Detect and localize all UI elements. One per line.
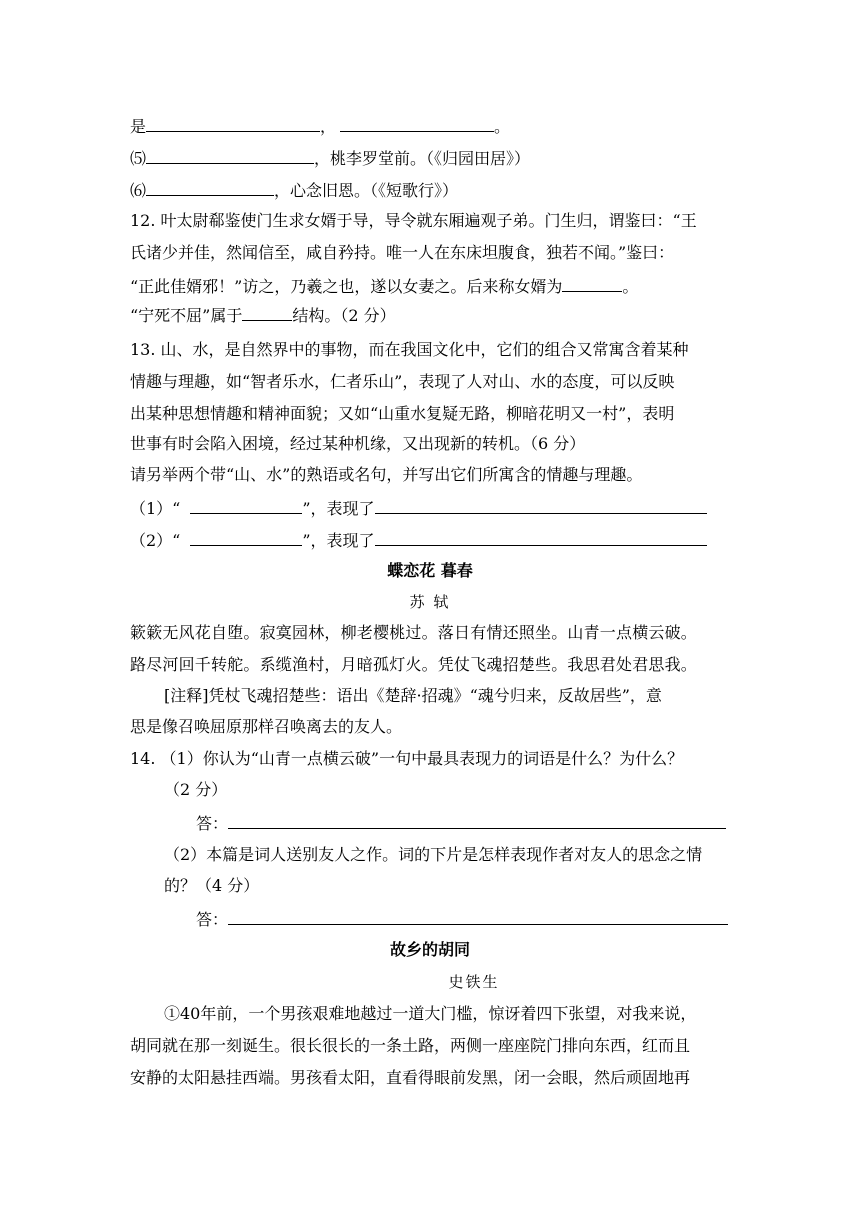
- q11-l6-text: ，心念旧恩。（《短歌行》）: [274, 181, 459, 200]
- q13-answer-1: [130, 497, 707, 519]
- q12-l4-a: “宁死不屈”属于: [130, 306, 243, 325]
- q13-a2-mid: ”，表现了: [302, 531, 375, 550]
- answer-blank[interactable]: [375, 529, 707, 546]
- q13-line-3: 出某种思想情趣和精神面貌；又如“山重水复疑无路，柳暗花明又一村”，表明: [130, 404, 675, 423]
- answer-blank[interactable]: [562, 275, 622, 292]
- q14-ans1-label: 答：: [196, 814, 229, 833]
- q11-l4-prefix: 是: [130, 117, 147, 136]
- q13-a1-num: （1）“: [130, 499, 181, 518]
- q12-line-2: 氏诸少并佳，然闻信至，咸自矜持。唯一人在东床坦腹食，独若不闻。”鉴曰：: [130, 243, 675, 262]
- q12-line-4: [130, 304, 396, 326]
- q11-l5-num: ⑸: [130, 149, 147, 168]
- answer-blank[interactable]: [190, 529, 302, 546]
- q14-answer-2: [196, 908, 728, 930]
- poem-note-2: 思是像召唤屈原那样召唤离去的友人。: [130, 717, 403, 736]
- answer-blank[interactable]: [146, 115, 320, 132]
- q13-answer-2: [130, 529, 707, 551]
- q14-line-1: 14. （1）你认为“山青一点横云破”一句中最具表现力的词语是什么？为什么？: [130, 749, 684, 768]
- q13-line-4: 世事有时会陷入困境，经过某种机缘，又出现新的转机。（6 分）: [130, 434, 586, 453]
- answer-blank[interactable]: [146, 179, 274, 196]
- q14-line-2: （2 分）: [164, 780, 228, 799]
- essay-author: 史铁生: [448, 973, 500, 991]
- answer-blank[interactable]: [190, 497, 302, 514]
- q12-line-3: [130, 275, 638, 297]
- poem-title: 蝶恋花 暮春: [387, 561, 473, 580]
- answer-blank[interactable]: [375, 497, 707, 514]
- poem-line-2: 路尽河回千转舵。系缆渔村，月暗孤灯火。凭仗飞魂招楚些。我思君处君思我。: [130, 655, 698, 674]
- q14-line-3: （2）本篇是词人送别友人之作。词的下片是怎样表现作者对友人的思念之情: [164, 845, 703, 864]
- q11-l4-end: 。: [494, 117, 511, 136]
- q13-line-1: 13. 山、水，是自然界中的事物，而在我国文化中，它们的组合又常寓含着某种: [130, 340, 689, 359]
- q12-l4-b: 结构。（2 分）: [292, 306, 396, 325]
- q11-line-6: [130, 179, 458, 201]
- q13-line-5: 请另举两个带“山、水”的熟语或名句，并写出它们所寓含的情趣与理趣。: [130, 465, 643, 484]
- answer-blank[interactable]: [228, 812, 726, 829]
- answer-blank[interactable]: [228, 908, 728, 925]
- q13-a2-num: （2）“: [130, 531, 181, 550]
- q12-line-1: 12. 叶太尉郗鉴使门生求女婿于导，导令就东厢遍观子弟。门生归，谓鉴曰：“王: [130, 211, 697, 230]
- q13-a1-mid: ”，表现了: [302, 499, 375, 518]
- q14-answer-1: [196, 812, 726, 834]
- q11-line-5: [130, 147, 530, 169]
- poem-note-1: [注释]凭杖飞魂招楚些：语出《楚辞·招魂》“魂兮归来，反故居些”，意: [164, 686, 662, 705]
- answer-blank[interactable]: [340, 115, 494, 132]
- q13-line-2: 情趣与理趣，如“智者乐水，仁者乐山”，表现了人对山、水的态度，可以反映: [130, 372, 675, 391]
- q14-line-4: 的？（4 分）: [164, 876, 260, 895]
- q11-line-4: [130, 115, 510, 137]
- q11-l6-num: ⑹: [130, 181, 147, 200]
- q12-l3-text: “正此佳婿邪！”访之，乃羲之也，遂以女妻之。后来称女婿为: [130, 277, 563, 296]
- q12-l3-end: 。: [622, 277, 639, 296]
- essay-line-1: ①40年前，一个男孩艰难地越过一道大门槛，惊讶着四下张望，对我来说，: [164, 1004, 697, 1023]
- essay-line-3: 安静的太阳悬挂西端。男孩看太阳，直看得眼前发黑，闭一会眼，然后顽固地再: [130, 1068, 691, 1087]
- answer-blank[interactable]: [242, 304, 292, 321]
- poem-line-1: 簌簌无风花自堕。寂寞园林，柳老樱桃过。落日有情还照坐。山青一点横云破。: [130, 623, 698, 642]
- q11-l4-sep: ，: [320, 117, 337, 136]
- q14-ans2-label: 答：: [196, 910, 229, 929]
- poem-author: 苏 轼: [409, 593, 451, 611]
- essay-title: 故乡的胡同: [389, 940, 470, 959]
- answer-blank[interactable]: [146, 147, 314, 164]
- q11-l5-text: ，桃李罗堂前。（《归园田居》）: [314, 149, 531, 168]
- essay-line-2: 胡同就在那一刻诞生。很长很长的一条土路，两侧一座座院门排向东西，红而且: [130, 1036, 691, 1055]
